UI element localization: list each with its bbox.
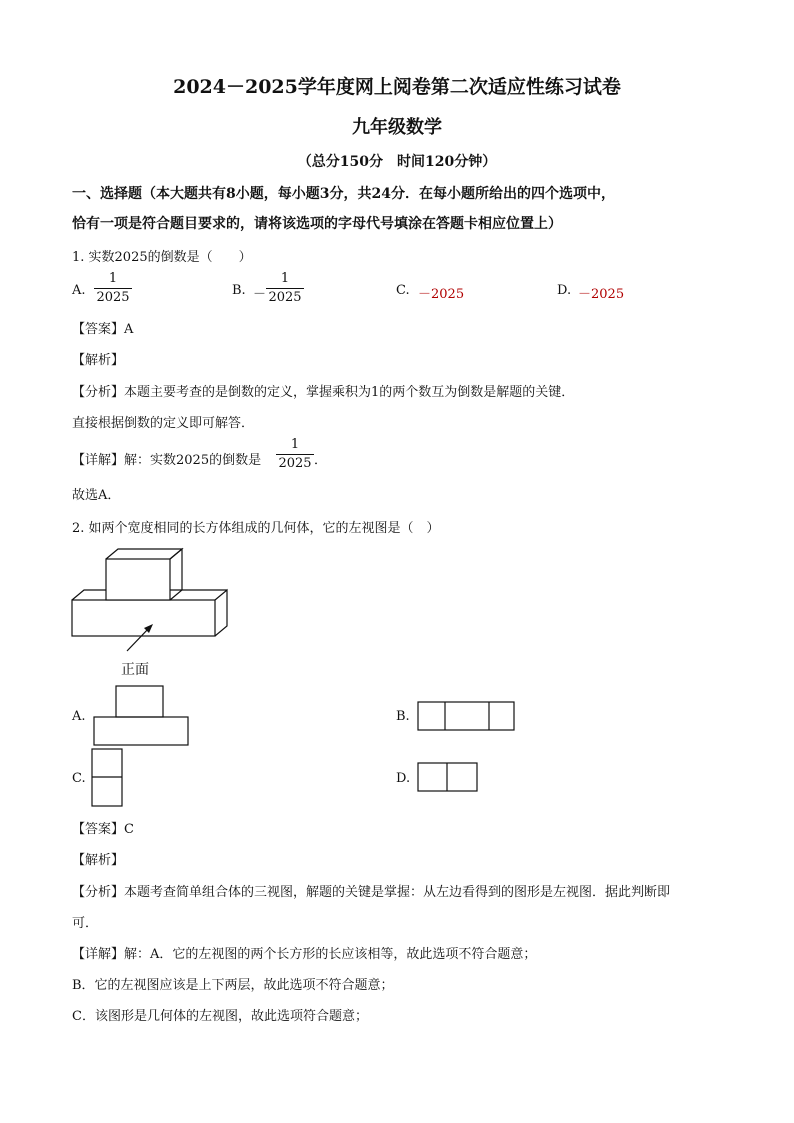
fraction-denominator: 2025 <box>268 290 302 305</box>
q1-detail-prefix: 【详解】解：实数2025的倒数是 <box>72 453 262 468</box>
q1-analysis-tag: 【解析】 <box>72 353 125 368</box>
fraction-denominator: 2025 <box>278 456 312 471</box>
fraction-bar <box>276 454 314 455</box>
q1-conclusion: 故选A． <box>72 488 121 503</box>
top-rect <box>116 686 163 717</box>
exam-info: （总分150分 时间120分钟） <box>297 154 497 170</box>
section-heading-line2: 恰有一项是符合题目要求的，请将该选项的字母代号填涂在答题卡相应位置上） <box>72 216 562 232</box>
q2-front-label: 正面 <box>121 662 149 678</box>
q2-analysis-line1: 【分析】本题考查简单组合体的三视图，解题的关键是掌握：从左边看得到的图形是左视图．据此判断即 <box>72 885 671 900</box>
q2-option-b-label: B. <box>396 709 410 724</box>
q2-option-b-figure <box>417 701 516 732</box>
q1-option-a-label: A. <box>72 283 86 298</box>
q2-option-d-figure <box>417 762 479 793</box>
q1-detail-fraction <box>276 437 314 472</box>
section-heading-line1: 一、选择题（本大题共有8小题，每小题3分，共24分．在每小题所给出的四个选项中， <box>72 186 615 202</box>
fraction-bar <box>94 288 132 289</box>
q2-option-a-label: A. <box>72 709 86 724</box>
q1-answer: 【答案】A <box>72 322 134 337</box>
outer-rect <box>418 702 514 730</box>
fraction-denominator: 2025 <box>96 290 130 305</box>
q1-option-b-fraction <box>266 271 304 306</box>
top-box-top <box>106 549 182 559</box>
q1-option-c-label: C. <box>396 283 410 298</box>
q1-option-a-fraction <box>94 271 132 306</box>
q2-analysis-tag: 【解析】 <box>72 853 125 868</box>
fraction-numerator: 1 <box>280 271 290 286</box>
q1-option-d-label: D. <box>557 283 572 298</box>
q2-detail-c: C．该图形是几何体的左视图，故此选项符合题意； <box>72 1009 368 1024</box>
exam-title: 2024－2025学年度网上阅卷第二次适应性练习试卷 <box>173 76 621 98</box>
q1-analysis: 【分析】本题主要考查的是倒数的定义，掌握乘积为1的两个数互为倒数是解题的关键． <box>72 385 575 400</box>
q1-option-b-label: B. <box>232 283 246 298</box>
top-box-side <box>170 549 182 600</box>
fraction-numerator: 1 <box>108 271 118 286</box>
q2-detail-b: B．它的左视图应该是上下两层，故此选项不符合题意； <box>72 978 394 993</box>
front-arrow-line <box>127 627 150 651</box>
q2-detail-a: 【详解】解：A．它的左视图的两个长方形的长应该相等，故此选项不符合题意； <box>72 947 537 962</box>
q1-analysis-2: 直接根据倒数的定义即可解答． <box>72 416 255 431</box>
bottom-box-side <box>215 590 227 636</box>
q1-option-d-value: －2025 <box>578 287 625 302</box>
q1-stem: 1. 实数2025的倒数是（ ） <box>72 250 252 265</box>
fraction-numerator: 1 <box>290 437 300 452</box>
q2-analysis-line2: 可． <box>72 916 99 931</box>
q2-option-c-label: C. <box>72 771 86 786</box>
q2-solid-figure <box>60 545 230 645</box>
bottom-box-front <box>72 600 215 636</box>
bottom-rect <box>94 717 188 745</box>
q2-option-d-label: D. <box>396 771 411 786</box>
q2-option-a-figure <box>93 685 190 747</box>
q1-option-b-sign: － <box>253 287 267 302</box>
q2-option-c-figure <box>91 748 124 808</box>
q1-option-c-value: －2025 <box>418 287 465 302</box>
q2-stem: 2. 如两个宽度相同的长方体组成的几何体，它的左视图是（ ） <box>72 521 440 536</box>
q1-detail-suffix: ． <box>314 453 328 468</box>
top-box-front <box>106 559 170 600</box>
exam-subject: 九年级数学 <box>352 117 442 138</box>
q2-answer: 【答案】C <box>72 822 134 837</box>
fraction-bar <box>266 288 304 289</box>
